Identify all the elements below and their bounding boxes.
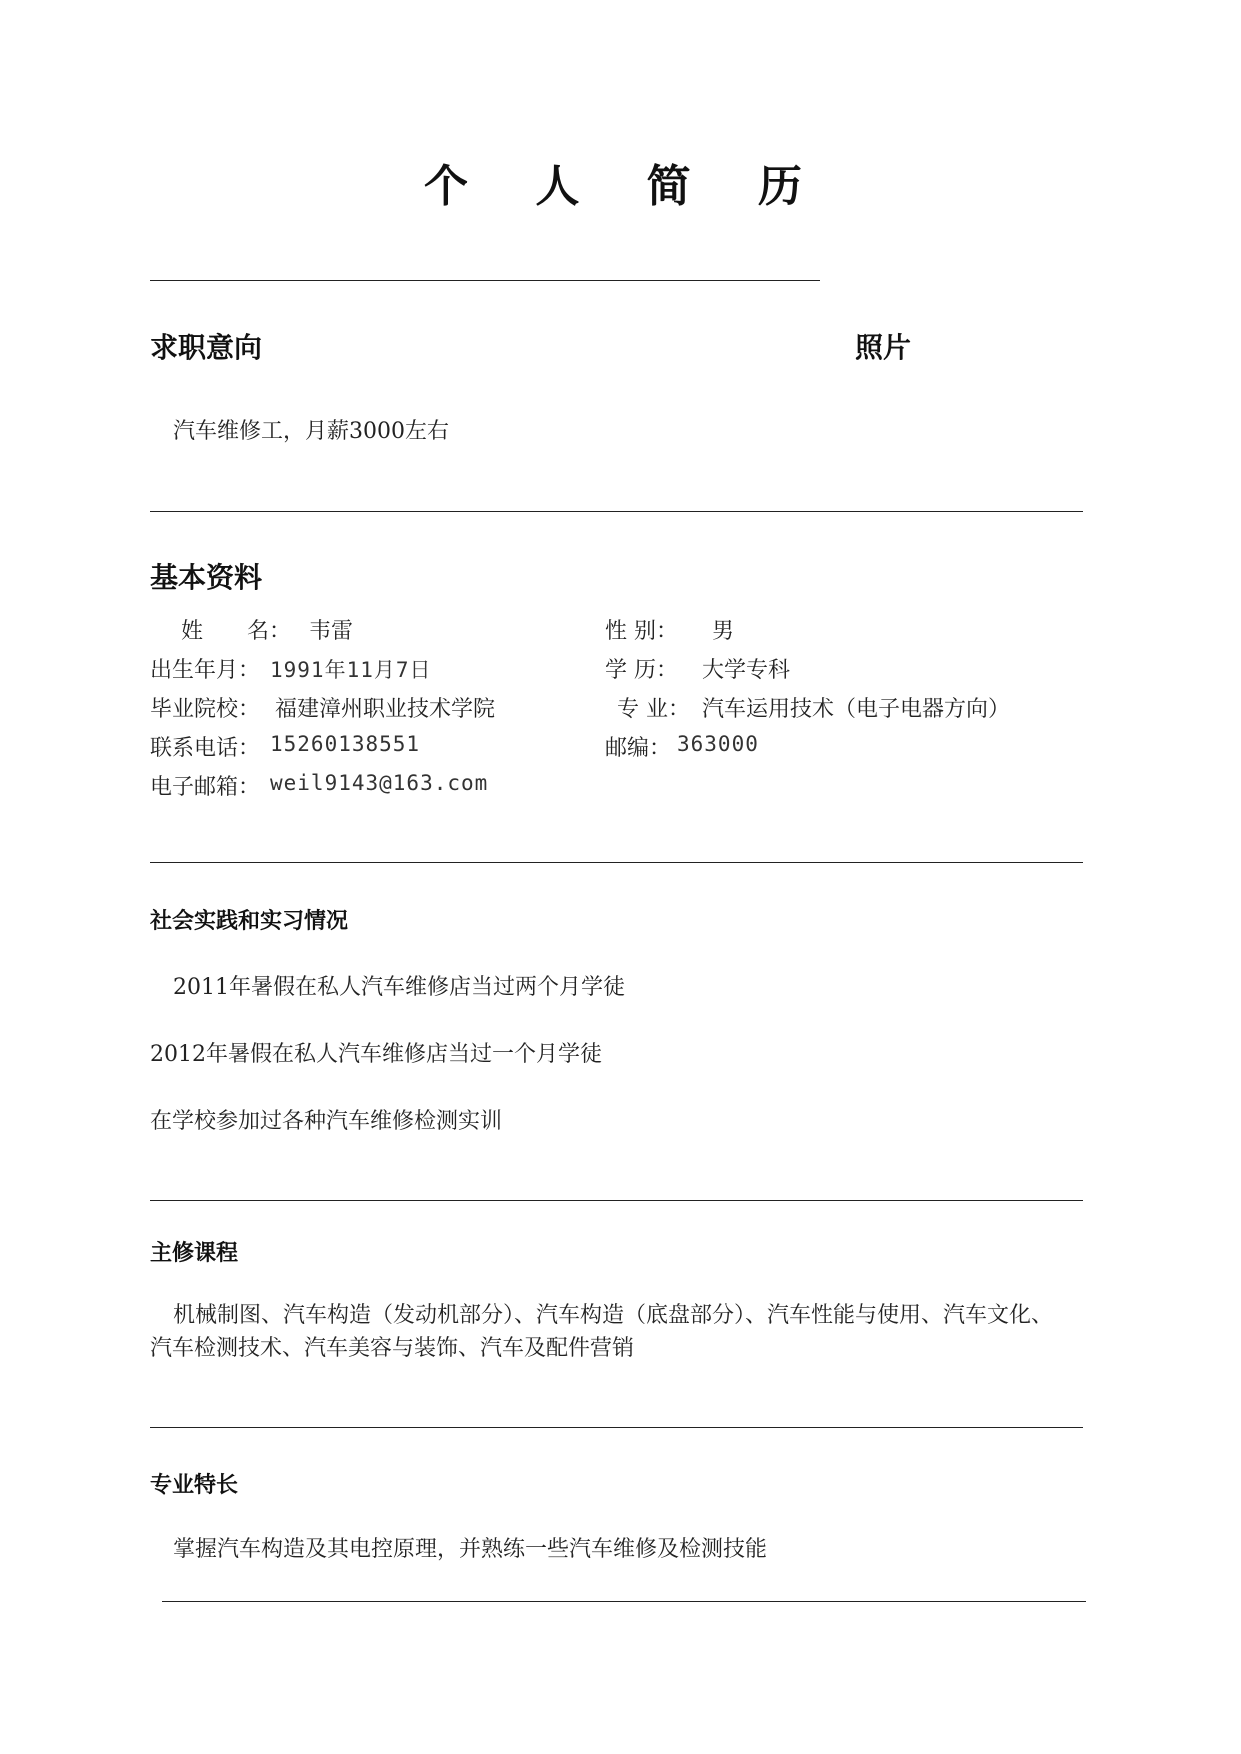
birth-value: 1991年11月7日 [270,658,432,682]
major-label: 专 业： [617,697,690,722]
gender-value: 男 [712,619,735,644]
practice-heading: 社会实践和实习情况 [150,909,349,934]
divider [150,280,820,281]
email-label: 电子邮箱： [150,775,261,800]
page-title: 个 人 简 历 [424,161,828,212]
divider [150,1200,1083,1201]
major-value: 汽车运用技术（电子电器方向） [702,697,1011,722]
basic-info-heading: 基本资料 [150,561,263,594]
phone-label: 联系电话： [150,736,261,761]
skills-heading: 专业特长 [150,1473,239,1498]
phone-value: 15260138551 [270,732,421,756]
divider [150,511,1083,512]
name-label: 姓 名： [181,619,292,644]
email-value: weil9143@163.com [270,771,489,795]
practice-item: 2012年暑假在私人汽车维修店当过一个月学徒 [150,1042,602,1067]
practice-item: 2011年暑假在私人汽车维修店当过两个月学徒 [173,975,625,1000]
courses-line: 汽车检测技术、汽车美容与装饰、汽车及配件营销 [150,1336,635,1361]
gender-label: 性 别： [605,619,678,644]
divider [150,1427,1083,1428]
divider [150,862,1083,863]
postcode-label: 邮编： [605,736,672,761]
name-value: 韦雷 [309,619,354,644]
skills-text: 掌握汽车构造及其电控原理，并熟练一些汽车维修及检测技能 [173,1537,768,1562]
divider [162,1601,1086,1602]
practice-item: 在学校参加过各种汽车维修检测实训 [150,1109,503,1134]
photo-label: 照片 [855,331,912,364]
school-value: 福建漳州职业技术学院 [275,697,496,722]
objective-heading: 求职意向 [150,331,263,364]
education-label: 学 历： [605,658,678,683]
birth-label: 出生年月： [150,658,261,683]
postcode-value: 363000 [677,732,759,756]
education-value: 大学专科 [702,658,791,683]
courses-heading: 主修课程 [150,1241,239,1266]
objective-text: 汽车维修工，月薪3000左右 [173,419,449,444]
school-label: 毕业院校： [150,697,261,722]
courses-line: 机械制图、汽车构造（发动机部分）、汽车构造（底盘部分）、汽车性能与使用、汽车文化、 [173,1303,1054,1328]
